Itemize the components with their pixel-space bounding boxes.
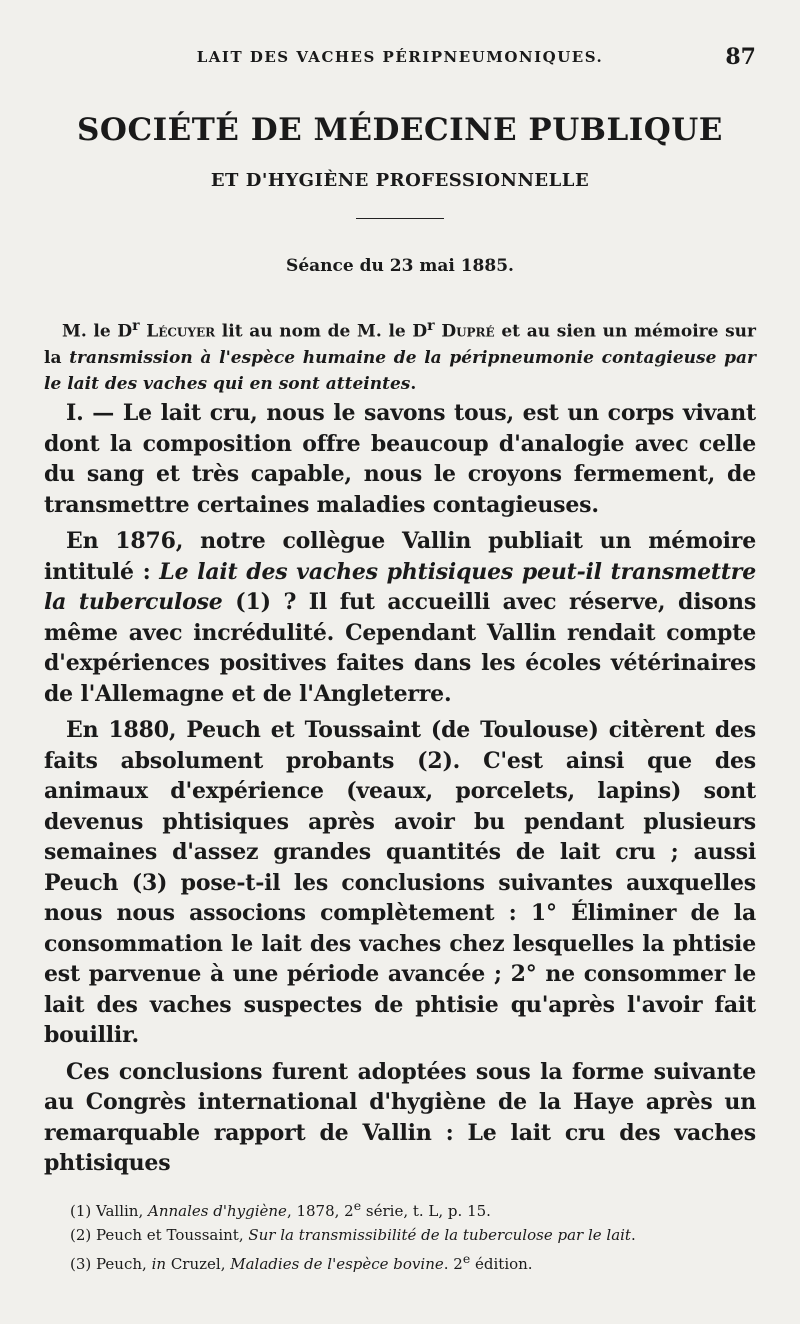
footnote-3	[44, 1247, 756, 1276]
footnote-3-text-a: (3) Peuch,	[70, 1255, 152, 1273]
intro-text-b: lit au nom de M. le D	[215, 321, 428, 342]
footnote-2-text-b: .	[630, 1226, 636, 1244]
session-date: Séance du 23 mai 1885.	[286, 256, 514, 276]
paragraph-1: I. — Le lait cru, nous le savons tous, est un corps vivant dont la composition offre beaucoup d'analogie avec celle du sang et très capable, nous le croyons fermement, de transmettre certaines maladies contagieuses.	[44, 400, 756, 518]
intro-sup-b: r	[427, 318, 435, 334]
paragraph-2-title: Le lait des vaches phtisiques peut-il transmettre la tuberculose	[44, 558, 756, 615]
footnote-3-text-b: Cruzel,	[166, 1255, 231, 1273]
page-number: 87	[725, 44, 756, 70]
footnote-3-text-c: . 2	[443, 1255, 463, 1273]
author-name-lecuyer: Lécuyer	[146, 321, 216, 342]
running-head	[44, 42, 756, 72]
paragraph-3: En 1880, Peuch et Toussaint (de Toulouse) citèrent des faits absolument probants (2). C'est ainsi que des animaux d'expérience (veaux, porcelets, lapins) sont devenus phtisiques après avoir bu pendant plusieurs semaines d'assez grandes quantités de lait cru ; aussi Peuch (3) pose-t-il les conclusions suivantes auxquelles nous nous associons complètement : 1° Éliminer de la consommation le lait des vaches chez lesquelles la phtisie est parvenue à une période avancée ; 2° ne consommer le lait des vaches suspectes de phtisie qu'après l'avoir fait bouillir.	[44, 717, 756, 1048]
footnote-3-italic-1: in	[151, 1255, 167, 1273]
footnote-1-sup: e	[353, 1198, 362, 1213]
paragraph-2-text-b: (1) ? Il fut accueilli avec réserve, disons même avec incrédulité. Cependant Vallin rendait compte d'expériences positives faites dans les écoles vétérinaires de l'Allemagne et de l'Angleterre.	[44, 589, 757, 707]
memoir-title: transmission à l'espèce humaine de la péripneumonie contagieuse par le lait des vaches qui en sont atteintes	[44, 347, 756, 394]
section-rule	[356, 218, 444, 219]
footnote-2-text-a: (2) Peuch et Toussaint,	[70, 1226, 249, 1244]
footnote-3-text-d: édition.	[470, 1255, 533, 1273]
body-text	[44, 398, 756, 1185]
paragraph-2	[44, 526, 756, 709]
footnote-2-italic: Sur la transmissibilité de la tuberculose par le lait	[248, 1226, 631, 1244]
footnote-1-text-c: série, t. L, p. 15.	[361, 1202, 491, 1220]
footnote-1-italic: Annales d'hygiène	[148, 1202, 287, 1220]
intro-text-a: M. le D	[62, 321, 133, 342]
paragraph-2-text-a: En 1876, notre collègue Vallin publiait un mémoire intitulé :	[44, 528, 756, 585]
author-name-dupre: Dupré	[441, 321, 495, 342]
society-subtitle: ET D'HYGIÈNE PROFESSIONNELLE	[210, 170, 590, 191]
footnote-1-text-a: (1) Vallin,	[70, 1202, 149, 1220]
footnote-3-sup: e	[462, 1251, 471, 1266]
intro-sup-a: r	[132, 318, 140, 334]
footnote-1	[44, 1194, 756, 1223]
footnote-3-italic-2: Maladies de l'espèce bovine	[230, 1255, 444, 1273]
society-title: SOCIÉTÉ DE MÉDECINE PUBLIQUE	[77, 112, 723, 148]
footnote-1-text-b: , 1878, 2	[286, 1202, 354, 1220]
paragraph-4: Ces conclusions furent adoptées sous la forme suivante au Congrès international d'hygiène de la Haye après un remarquable rapport de Vallin : Le lait cru des vaches phtisiques	[44, 1058, 756, 1176]
footnote-2	[44, 1223, 756, 1247]
footnotes	[44, 1194, 756, 1276]
running-title: LAIT DES VACHES PÉRIPNEUMONIQUES.	[196, 48, 604, 66]
intro-paragraph	[44, 313, 756, 397]
intro-text-d: .	[410, 373, 417, 394]
intro-text-c: et au sien un mémoire sur la	[44, 321, 757, 368]
